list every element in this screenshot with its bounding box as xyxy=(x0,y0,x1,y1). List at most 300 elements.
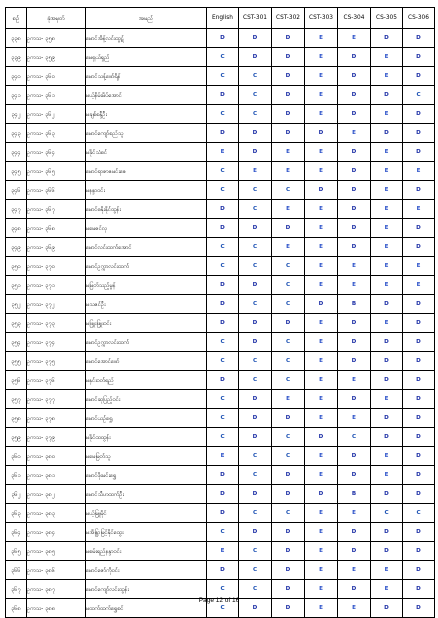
serial-cell: ၃၅၆ xyxy=(6,371,27,390)
table-row xyxy=(6,105,435,124)
roll-no-cell: ဥကသ- ၃၇၉ xyxy=(27,428,86,447)
grade-cell: D xyxy=(338,86,371,105)
grade-cell: C xyxy=(272,181,305,200)
roll-no-cell: ဥကသ- ၃၈၅ xyxy=(27,542,86,561)
grade-cell: C xyxy=(207,599,239,618)
table-row xyxy=(6,200,435,219)
grade-cell: C xyxy=(403,504,435,523)
grade-cell: E xyxy=(371,181,403,200)
grade-cell: E xyxy=(371,276,403,295)
grade-cell: D xyxy=(338,447,371,466)
grade-cell: E xyxy=(305,523,338,542)
serial-cell: ၃၄၂ xyxy=(6,105,27,124)
grade-cell: C xyxy=(239,181,272,200)
student-name-cell: မယ့်မြူမိုင် xyxy=(86,504,207,523)
grade-cell: E xyxy=(338,504,371,523)
serial-cell: ၃၄၉ xyxy=(6,238,27,257)
roll-no-cell: ဥကသ- ၃၇၁ xyxy=(27,276,86,295)
grade-cell: E xyxy=(305,29,338,48)
student-name-cell: မမေဇင်လှ xyxy=(86,219,207,238)
roll-no-cell: ဥကသ- ၃၆၃ xyxy=(27,124,86,143)
table-row xyxy=(6,181,435,200)
grade-cell: C xyxy=(239,86,272,105)
roll-no-cell: ဥကသ- ၃၇၅ xyxy=(27,352,86,371)
grade-cell: D xyxy=(272,86,305,105)
grade-cell: D xyxy=(207,219,239,238)
student-name-cell: မောင်ဆုပြည့်ဝင်း xyxy=(86,390,207,409)
student-name-cell: မဖြူးဖြူးဝင်း xyxy=(86,314,207,333)
serial-cell: ၃၄၀ xyxy=(6,67,27,86)
grade-cell: E xyxy=(371,143,403,162)
grade-cell: D xyxy=(272,466,305,485)
student-name-cell: မချစ်စန္ဒီဦး xyxy=(86,105,207,124)
student-name-cell: မခိုင်ထထွန်း xyxy=(86,428,207,447)
roll-no-cell: ဥကသ- ၃၈၁ xyxy=(27,466,86,485)
table-row xyxy=(6,276,435,295)
grade-cell: C xyxy=(239,371,272,390)
serial-cell: ၃၄၄ xyxy=(6,143,27,162)
serial-cell: ၃၄၁ xyxy=(6,86,27,105)
grade-cell: D xyxy=(272,67,305,86)
grade-cell: C xyxy=(207,428,239,447)
grade-cell: D xyxy=(403,542,435,561)
grade-cell: D xyxy=(403,390,435,409)
grade-cell: D xyxy=(371,599,403,618)
serial-cell: ၃၆၂ xyxy=(6,485,27,504)
table-row xyxy=(6,371,435,390)
grade-cell: E xyxy=(305,447,338,466)
header-name: အမည် xyxy=(86,8,207,29)
grade-cell: D xyxy=(403,314,435,333)
grade-cell: E xyxy=(305,200,338,219)
grade-cell: D xyxy=(272,124,305,143)
student-name-cell: မောင်လင်းထက်အောင် xyxy=(86,238,207,257)
table-row xyxy=(6,409,435,428)
student-name-cell: မခိုင်သံစင် xyxy=(86,143,207,162)
grade-cell: D xyxy=(403,48,435,67)
grade-cell: D xyxy=(207,295,239,314)
grade-cell: E xyxy=(371,105,403,124)
grade-cell: E xyxy=(403,257,435,276)
grade-cell: D xyxy=(239,276,272,295)
student-name-cell: မောင်သန့်ဖော်ရိန် xyxy=(86,67,207,86)
grade-cell: D xyxy=(305,181,338,200)
grade-cell: D xyxy=(403,29,435,48)
roll-no-cell: ဥကသ- ၃၈၇ xyxy=(27,580,86,599)
grade-cell: D xyxy=(338,200,371,219)
grade-cell: E xyxy=(272,200,305,219)
grade-cell: D xyxy=(403,580,435,599)
student-name-cell: မနှင်းဝတ်ရည် xyxy=(86,371,207,390)
student-name-cell: မောင်ဥက္ကာလင်းထက် xyxy=(86,257,207,276)
roll-no-cell: ဥကသ- ၃၅၈ xyxy=(27,29,86,48)
grade-cell: D xyxy=(338,542,371,561)
grade-cell: C xyxy=(239,257,272,276)
grade-cell: D xyxy=(403,181,435,200)
serial-cell: ၃၆၇ xyxy=(6,580,27,599)
grade-cell: E xyxy=(305,352,338,371)
serial-cell: ၃၅၂ xyxy=(6,295,27,314)
roll-no-cell: ဥကသ- ၃၅၉ xyxy=(27,48,86,67)
grade-cell: C xyxy=(207,238,239,257)
table-row xyxy=(6,219,435,238)
grade-cell: D xyxy=(403,238,435,257)
table-row xyxy=(6,238,435,257)
grade-cell: D xyxy=(338,105,371,124)
grade-cell: E xyxy=(207,447,239,466)
table-row xyxy=(6,314,435,333)
grade-cell: E xyxy=(338,599,371,618)
roll-no-cell: ဥကသ- ၃၆၂ xyxy=(27,105,86,124)
grade-cell: E xyxy=(338,371,371,390)
table-row xyxy=(6,504,435,523)
student-name-cell: မအိန္ဒြာမြင့်နိုင်ထွေး xyxy=(86,523,207,542)
grade-cell: D xyxy=(403,523,435,542)
serial-cell: ၃၅၄ xyxy=(6,333,27,352)
grade-cell: D xyxy=(239,409,272,428)
student-name-cell: မောင်ဥက္ကာလင်းထက် xyxy=(86,333,207,352)
grade-cell: D xyxy=(403,105,435,124)
grade-cell: D xyxy=(207,276,239,295)
table-row xyxy=(6,67,435,86)
grade-cell: E xyxy=(272,143,305,162)
header-english: English xyxy=(207,8,239,29)
roll-no-cell: ဥကသ- ၃၆၅ xyxy=(27,162,86,181)
grade-cell: C xyxy=(207,580,239,599)
grade-cell: D xyxy=(371,333,403,352)
grade-cell: C xyxy=(338,428,371,447)
grade-cell: C xyxy=(272,276,305,295)
grade-cell: D xyxy=(305,124,338,143)
grade-cell: D xyxy=(207,504,239,523)
grade-cell: D xyxy=(403,67,435,86)
grade-cell: E xyxy=(305,409,338,428)
grade-cell: C xyxy=(272,371,305,390)
grade-cell: D xyxy=(272,523,305,542)
grade-cell: E xyxy=(371,447,403,466)
student-name-cell: မောင်ကျော်စည်သူ xyxy=(86,124,207,143)
serial-cell: ၃၆၀ xyxy=(6,447,27,466)
grade-cell: E xyxy=(305,219,338,238)
grade-cell: E xyxy=(305,276,338,295)
grade-cell: D xyxy=(338,181,371,200)
grade-cell: D xyxy=(207,466,239,485)
grade-cell: C xyxy=(239,238,272,257)
table-row xyxy=(6,333,435,352)
table-row xyxy=(6,48,435,67)
roll-no-cell: ဥကသ- ၃၇၈ xyxy=(27,409,86,428)
roll-no-cell: ဥကသ- ၃၇၃ xyxy=(27,314,86,333)
grade-cell: E xyxy=(403,276,435,295)
roll-no-cell: ဥကသ- ၃၆၁ xyxy=(27,86,86,105)
grade-cell: D xyxy=(371,542,403,561)
grade-cell: E xyxy=(371,238,403,257)
grade-cell: E xyxy=(371,162,403,181)
grade-cell: E xyxy=(371,200,403,219)
grade-cell: C xyxy=(207,105,239,124)
grade-cell: E xyxy=(371,257,403,276)
table-row xyxy=(6,428,435,447)
grade-cell: C xyxy=(272,257,305,276)
student-name-cell: မောင်အောင်ဖော် xyxy=(86,352,207,371)
serial-cell: ၃၆၁ xyxy=(6,466,27,485)
grade-cell: D xyxy=(272,314,305,333)
grade-cell: E xyxy=(338,29,371,48)
grade-cell: D xyxy=(338,238,371,257)
grade-cell: E xyxy=(305,143,338,162)
grade-cell: E xyxy=(305,105,338,124)
roll-no-cell: ဥကသ- ၃၇၂ xyxy=(27,295,86,314)
grade-cell: C xyxy=(272,428,305,447)
grade-cell: D xyxy=(338,333,371,352)
grade-cell: C xyxy=(371,504,403,523)
grade-cell: C xyxy=(403,86,435,105)
grade-cell: C xyxy=(272,447,305,466)
grade-cell: D xyxy=(207,561,239,580)
roll-no-cell: ဥကသ- ၃၆၄ xyxy=(27,143,86,162)
grade-cell: D xyxy=(403,599,435,618)
student-name-cell: မောင်ကျော်လင်းထွန်း xyxy=(86,580,207,599)
table-row xyxy=(6,86,435,105)
table-row xyxy=(6,523,435,542)
serial-cell: ၃၅၉ xyxy=(6,428,27,447)
serial-cell: ၃၆၄ xyxy=(6,523,27,542)
grade-cell: D xyxy=(272,599,305,618)
table-row xyxy=(6,447,435,466)
grade-cell: D xyxy=(272,485,305,504)
grade-cell: D xyxy=(403,466,435,485)
table-row xyxy=(6,580,435,599)
student-name-cell: မစမ်းရည်နန္ဒာဝင်း xyxy=(86,542,207,561)
student-name-cell: မောင်အိန့်လင်းထွဋ် xyxy=(86,29,207,48)
grade-cell: E xyxy=(338,276,371,295)
header-serial: စဉ် xyxy=(6,8,27,29)
grade-cell: D xyxy=(239,314,272,333)
grade-cell: E xyxy=(371,219,403,238)
grade-cell: E xyxy=(305,542,338,561)
grade-cell: D xyxy=(207,124,239,143)
grade-cell: D xyxy=(305,428,338,447)
student-name-cell: မေရှယ်ရှည် xyxy=(86,48,207,67)
header-cs-304: CS-304 xyxy=(338,8,371,29)
roll-no-cell: ဥကသ- ၃၈၆ xyxy=(27,561,86,580)
grade-cell: E xyxy=(371,48,403,67)
grade-cell: C xyxy=(239,67,272,86)
grade-cell: B xyxy=(338,485,371,504)
grade-cell: D xyxy=(239,29,272,48)
grade-cell: C xyxy=(272,352,305,371)
serial-cell: ၃၄၃ xyxy=(6,124,27,143)
grade-cell: C xyxy=(272,295,305,314)
grade-cell: D xyxy=(207,485,239,504)
table-row xyxy=(6,485,435,504)
grade-cell: E xyxy=(305,86,338,105)
student-name-cell: မောင်ယဉ်ရွှေ xyxy=(86,409,207,428)
grade-cell: C xyxy=(239,466,272,485)
grade-cell: D xyxy=(239,485,272,504)
table-row xyxy=(6,29,435,48)
grade-cell: D xyxy=(403,485,435,504)
grade-cell: D xyxy=(403,447,435,466)
roll-no-cell: ဥကသ- ၃၆၈ xyxy=(27,219,86,238)
grade-cell: D xyxy=(207,371,239,390)
table-row xyxy=(6,542,435,561)
serial-cell: ၃၆၃ xyxy=(6,504,27,523)
grade-cell: E xyxy=(338,124,371,143)
grade-cell: D xyxy=(338,390,371,409)
grade-cell: E xyxy=(207,143,239,162)
grade-cell: D xyxy=(338,352,371,371)
grade-cell: C xyxy=(207,333,239,352)
grade-cell: E xyxy=(403,162,435,181)
grade-cell: E xyxy=(338,561,371,580)
grade-cell: C xyxy=(239,580,272,599)
grade-cell: C xyxy=(207,67,239,86)
grade-cell: E xyxy=(371,67,403,86)
grade-cell: D xyxy=(272,219,305,238)
roll-no-cell: ဥကသ- ၃၆၇ xyxy=(27,200,86,219)
grade-cell: C xyxy=(207,181,239,200)
grade-cell: E xyxy=(371,561,403,580)
grade-cell: D xyxy=(272,409,305,428)
roll-no-cell: ဥကသ- ၃၈၃ xyxy=(27,504,86,523)
table-row xyxy=(6,390,435,409)
serial-cell: ၃၄၈ xyxy=(6,219,27,238)
grade-cell: D xyxy=(239,523,272,542)
grade-cell: D xyxy=(403,219,435,238)
table-row xyxy=(6,162,435,181)
grade-cell: E xyxy=(305,48,338,67)
table-row xyxy=(6,124,435,143)
grade-cell: E xyxy=(338,409,371,428)
grade-cell: D xyxy=(207,314,239,333)
grade-cell: C xyxy=(239,200,272,219)
grade-cell: D xyxy=(371,409,403,428)
grade-cell: E xyxy=(305,561,338,580)
table-row xyxy=(6,143,435,162)
grade-cell: D xyxy=(403,295,435,314)
grade-cell: E xyxy=(239,162,272,181)
grade-cell: E xyxy=(305,599,338,618)
grade-cell: C xyxy=(239,504,272,523)
header-row xyxy=(6,8,435,29)
header-cst-301: CST-301 xyxy=(239,8,272,29)
student-name-cell: မထက်ထက်ရွှေစင် xyxy=(86,599,207,618)
grade-cell: E xyxy=(371,314,403,333)
grade-cell: D xyxy=(305,485,338,504)
grade-cell: E xyxy=(305,257,338,276)
grade-cell: C xyxy=(272,333,305,352)
serial-cell: ၃၅၃ xyxy=(6,314,27,333)
table-row xyxy=(6,295,435,314)
roll-no-cell: ဥကသ- ၃၈၄ xyxy=(27,523,86,542)
grade-cell: C xyxy=(207,48,239,67)
grade-cell: B xyxy=(338,295,371,314)
serial-cell: ၃၆၈ xyxy=(6,599,27,618)
grade-cell: D xyxy=(371,352,403,371)
grade-cell: E xyxy=(272,238,305,257)
grade-cell: D xyxy=(338,143,371,162)
student-name-cell: မောင်ဓနိုးနိုင်ထွန်း xyxy=(86,200,207,219)
roll-no-cell: ဥကသ- ၃၆၀ xyxy=(27,67,86,86)
student-name-cell: မမြတ်သည့်မွန် xyxy=(86,276,207,295)
serial-cell: ၃၄၇ xyxy=(6,200,27,219)
results-table xyxy=(5,7,435,618)
grade-cell: D xyxy=(371,428,403,447)
grade-cell: D xyxy=(272,48,305,67)
grade-cell: C xyxy=(239,561,272,580)
roll-no-cell: ဥကသ- ၃၈၂ xyxy=(27,485,86,504)
serial-cell: ၃၆၅ xyxy=(6,542,27,561)
table-row xyxy=(6,561,435,580)
grade-cell: D xyxy=(371,485,403,504)
student-name-cell: မယ့်နိမ်းမိပ်အောင် xyxy=(86,86,207,105)
grade-cell: D xyxy=(338,48,371,67)
serial-cell: ၃၅၈ xyxy=(6,409,27,428)
grade-cell: D xyxy=(338,314,371,333)
grade-cell: D xyxy=(239,428,272,447)
grade-cell: C xyxy=(239,447,272,466)
roll-no-cell: ဥကသ- ၃၇၆ xyxy=(27,371,86,390)
student-name-cell: မောင်ရာဇာဇမင်းဇေ xyxy=(86,162,207,181)
student-name-cell: မောင်သီဟထက်ဦး xyxy=(86,485,207,504)
grade-cell: D xyxy=(371,523,403,542)
grade-cell: D xyxy=(207,86,239,105)
grade-cell: D xyxy=(338,162,371,181)
grade-cell: E xyxy=(305,67,338,86)
grade-cell: D xyxy=(338,67,371,86)
table-row xyxy=(6,466,435,485)
grade-cell: D xyxy=(371,124,403,143)
serial-cell: ၃၅၇ xyxy=(6,390,27,409)
grade-cell: E xyxy=(371,580,403,599)
grade-cell: D xyxy=(338,466,371,485)
grade-cell: E xyxy=(338,257,371,276)
grade-cell: D xyxy=(403,124,435,143)
serial-cell: ၃၅၀ xyxy=(6,257,27,276)
grade-cell: C xyxy=(207,390,239,409)
grade-cell: D xyxy=(338,523,371,542)
grade-cell: D xyxy=(239,599,272,618)
grade-cell: C xyxy=(207,352,239,371)
grade-cell: D xyxy=(239,333,272,352)
header-roll-no: ခုံအမှတ် xyxy=(27,8,86,29)
serial-cell: ၃၄၅ xyxy=(6,162,27,181)
grade-cell: D xyxy=(272,580,305,599)
serial-cell: ၃၃၉ xyxy=(6,48,27,67)
grade-cell: D xyxy=(403,561,435,580)
grade-cell: C xyxy=(207,523,239,542)
grade-cell: D xyxy=(207,29,239,48)
grade-cell: D xyxy=(403,143,435,162)
grade-cell: E xyxy=(305,504,338,523)
grade-cell: D xyxy=(305,295,338,314)
grade-cell: E xyxy=(305,466,338,485)
grade-cell: D xyxy=(403,371,435,390)
grade-cell: D xyxy=(239,390,272,409)
grade-cell: C xyxy=(239,105,272,124)
roll-no-cell: ဥကသ- ၃၆၉ xyxy=(27,238,86,257)
header-cst-302: CST-302 xyxy=(272,8,305,29)
grade-cell: E xyxy=(371,390,403,409)
student-name-cell: မနန္ဒာဝင်း xyxy=(86,181,207,200)
grade-cell: C xyxy=(239,542,272,561)
grade-cell: D xyxy=(338,580,371,599)
roll-no-cell: ဥကသ- ၃၆၆ xyxy=(27,181,86,200)
grade-cell: D xyxy=(403,352,435,371)
grade-cell: E xyxy=(305,314,338,333)
grade-cell: D xyxy=(338,219,371,238)
